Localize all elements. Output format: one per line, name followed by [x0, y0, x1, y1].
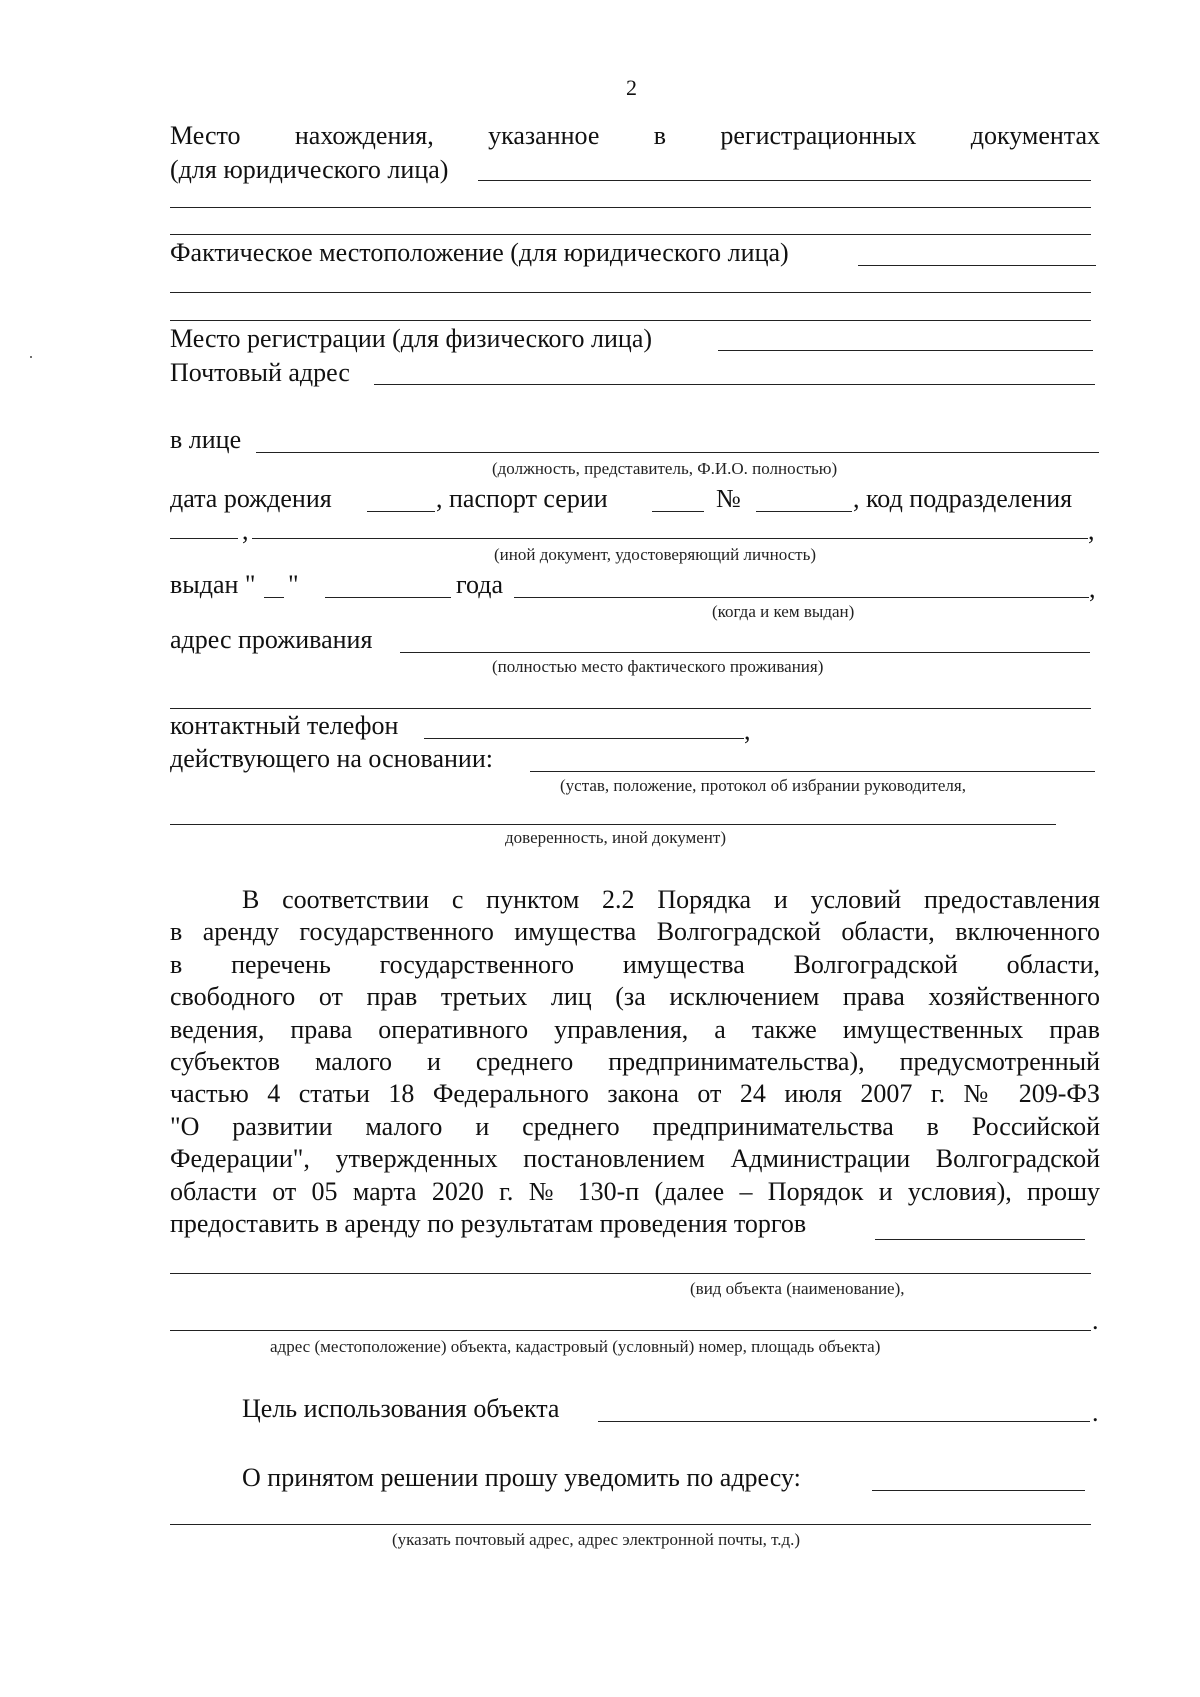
period-mark: .	[1092, 1306, 1099, 1335]
residence-caption: (полностью место фактического проживания)	[492, 657, 824, 676]
issued-quote: "	[288, 570, 299, 599]
basis-field-2[interactable]	[170, 824, 1056, 825]
period-mark: .	[1092, 1398, 1099, 1427]
in-person-label: в лице	[170, 425, 242, 454]
object-caption-2: адрес (местоположение) объекта, кадастровый (условный) номер, площадь объекта)	[270, 1337, 881, 1356]
location-registered-label: (для юридического лица)	[170, 155, 449, 184]
postal-address-field[interactable]	[374, 384, 1095, 385]
basis-field[interactable]	[530, 771, 1095, 772]
phone-field[interactable]	[424, 738, 744, 739]
basis-caption-1: (устав, положение, протокол об избрании руководителя,	[560, 776, 966, 795]
page-number: 2	[626, 75, 637, 100]
issued-caption: (когда и кем выдан)	[712, 602, 855, 621]
location-registered-field-2[interactable]	[170, 207, 1091, 208]
issued-year-label: года	[456, 570, 504, 599]
object-field[interactable]	[875, 1239, 1085, 1240]
other-id-document-field[interactable]	[252, 538, 1088, 539]
object-address-field[interactable]	[170, 1330, 1091, 1331]
object-caption-1: (вид объекта (наименование),	[690, 1279, 905, 1298]
passport-series-label: , паспорт серии	[436, 484, 608, 513]
registration-place-field[interactable]	[718, 350, 1093, 351]
basis-caption-2: доверенность, иной документ)	[505, 828, 726, 847]
object-field-2[interactable]	[170, 1273, 1091, 1274]
residence-field-2[interactable]	[170, 708, 1091, 709]
purpose-label: Цель использования объекта	[242, 1394, 560, 1423]
issued-by-field[interactable]	[514, 597, 1089, 598]
notify-field-2[interactable]	[170, 1524, 1091, 1525]
division-code-label: , код подразделения	[853, 484, 1073, 513]
actual-location-field[interactable]	[858, 265, 1096, 266]
actual-location-label: Фактическое местоположение (для юридического лица)	[170, 238, 789, 267]
location-registered-line1: Место нахождения, указанное в регистрационных документах	[170, 121, 1101, 150]
comma-mark: ,	[242, 516, 249, 545]
scan-speck	[30, 356, 32, 358]
comma-mark: ,	[1089, 574, 1096, 603]
notify-field[interactable]	[872, 1490, 1085, 1491]
birth-date-label: дата рождения	[170, 484, 332, 513]
in-person-field[interactable]	[256, 452, 1099, 453]
issued-month-field[interactable]	[325, 597, 451, 598]
other-id-caption: (иной документ, удостоверяющий личность)	[494, 545, 817, 564]
residence-field[interactable]	[400, 652, 1090, 653]
location-registered-field-3[interactable]	[170, 234, 1091, 235]
passport-series-field[interactable]	[652, 511, 704, 512]
main-paragraph: В соответствии с пунктом 2.2 Порядка и условий предоставления в аренду государственного имущества Волгоградской области, включенного в перечень государственного имущества Волгоградской области, свободного от прав третьих лиц (за исключением права хозяйственного ведения, права оперативного управления, а также имущественных прав субъектов малого и среднего предпринимательства), предусмотренный частью 4 статьи 18 Федерального закона от 24 июля 2007 г. № 209-ФЗ "О развитии малого и среднего предпринимательства в Российской Федерации", утвержденных постановлением Администрации Волгоградской области от 05 марта 2020 г. № 130-п (далее – Порядок и условия), прошу предоставить в аренду по результатам проведения торгов	[170, 885, 1100, 1239]
passport-number-label: №	[716, 484, 741, 513]
notify-label: О принятом решении прошу уведомить по адресу:	[242, 1463, 801, 1492]
division-code-field[interactable]	[170, 538, 238, 539]
in-person-caption: (должность, представитель, Ф.И.О. полностью)	[492, 459, 838, 478]
comma-mark: ,	[744, 716, 751, 745]
phone-label: контактный телефон	[170, 711, 399, 740]
residence-label: адрес проживания	[170, 625, 373, 654]
actual-location-field-2[interactable]	[170, 292, 1091, 293]
issued-label: выдан "	[170, 570, 256, 599]
notify-caption: (указать почтовый адрес, адрес электронной почты, т.д.)	[392, 1530, 801, 1549]
postal-address-label: Почтовый адрес	[170, 358, 350, 387]
registration-place-label: Место регистрации (для физического лица)	[170, 324, 653, 353]
birth-date-field[interactable]	[367, 511, 435, 512]
purpose-field[interactable]	[598, 1421, 1090, 1422]
comma-mark: ,	[1088, 516, 1095, 545]
location-registered-field[interactable]	[478, 180, 1091, 181]
issued-day-field[interactable]	[264, 597, 284, 598]
basis-label: действующего на основании:	[170, 744, 493, 773]
passport-number-field[interactable]	[756, 511, 852, 512]
actual-location-field-3[interactable]	[170, 320, 1091, 321]
